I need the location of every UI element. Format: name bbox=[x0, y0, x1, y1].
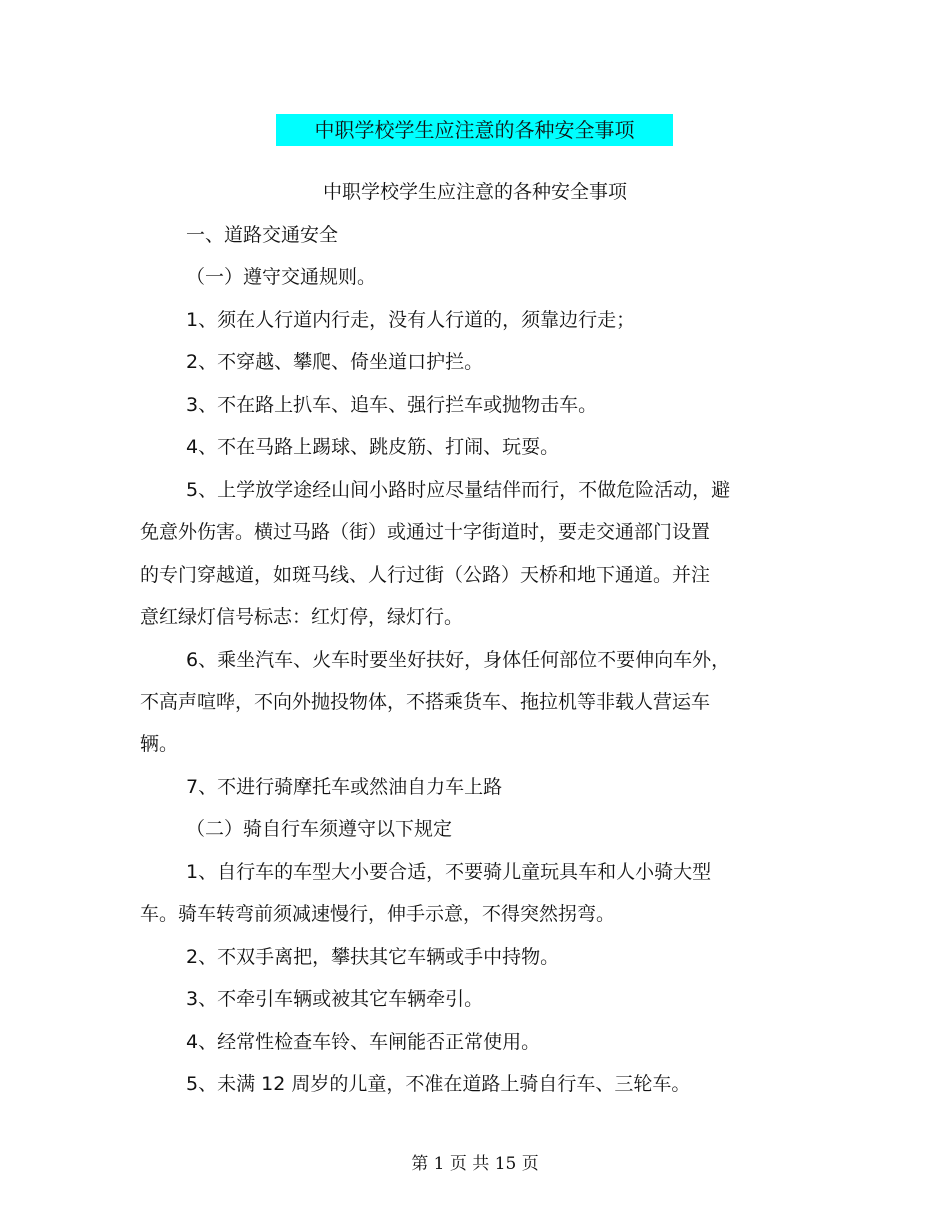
paragraph-line: 辆。 bbox=[140, 733, 179, 755]
paragraph-line: 的专门穿越道，如斑马线、人行过街（公路）天桥和地下通道。并注 bbox=[140, 564, 711, 586]
paragraph-line: 7、不进行骑摩托车或然油自力车上路 bbox=[186, 776, 503, 798]
paragraph-line: 3、不在路上扒车、追车、强行拦车或抛物击车。 bbox=[186, 394, 598, 416]
paragraph-line: 4、经常性检查车铃、车闸能否正常使用。 bbox=[186, 1031, 541, 1053]
paragraph-line: 6、乘坐汽车、火车时要坐好扶好，身体任何部位不要伸向车外， bbox=[186, 649, 731, 671]
highlighted-title: 中职学校学生应注意的各种安全事项 bbox=[276, 114, 673, 146]
paragraph-line: 5、上学放学途经山间小路时应尽量结伴而行，不做危险活动，避 bbox=[186, 479, 731, 501]
paragraph-line: 2、不穿越、攀爬、倚坐道口护拦。 bbox=[186, 351, 484, 373]
paragraph-line: 不高声喧哗，不向外抛投物体，不搭乘货车、拖拉机等非载人营运车 bbox=[140, 691, 711, 713]
paragraph-line: 意红绿灯信号标志：红灯停，绿灯行。 bbox=[140, 606, 464, 628]
section-heading: 一、道路交通安全 bbox=[186, 224, 339, 246]
page-number-footer: 第 1 页 共 15 页 bbox=[411, 1154, 539, 1174]
paragraph-line: 免意外伤害。横过马路（街）或通过十字街道时，要走交通部门设置 bbox=[140, 521, 711, 543]
subsection-heading: （二）骑自行车须遵守以下规定 bbox=[186, 818, 453, 840]
subsection-heading: （一）遵守交通规则。 bbox=[186, 266, 377, 288]
paragraph-line: 4、不在马路上踢球、跳皮筋、打闹、玩耍。 bbox=[186, 436, 560, 458]
paragraph-line: 2、不双手离把，攀扶其它车辆或手中持物。 bbox=[186, 946, 560, 968]
paragraph-line: 5、未满 12 周岁的儿童，不准在道路上骑自行车、三轮车。 bbox=[186, 1073, 691, 1095]
paragraph-line: 车。骑车转弯前须减速慢行，伸手示意，不得突然拐弯。 bbox=[140, 903, 616, 925]
paragraph-line: 1、须在人行道内行走，没有人行道的，须靠边行走； bbox=[186, 309, 636, 331]
paragraph-line: 1、自行车的车型大小要合适，不要骑儿童玩具车和人小骑大型 bbox=[186, 861, 712, 883]
document-title: 中职学校学生应注意的各种安全事项 bbox=[322, 181, 627, 203]
paragraph-line: 3、不牵引车辆或被其它车辆牵引。 bbox=[186, 988, 484, 1010]
